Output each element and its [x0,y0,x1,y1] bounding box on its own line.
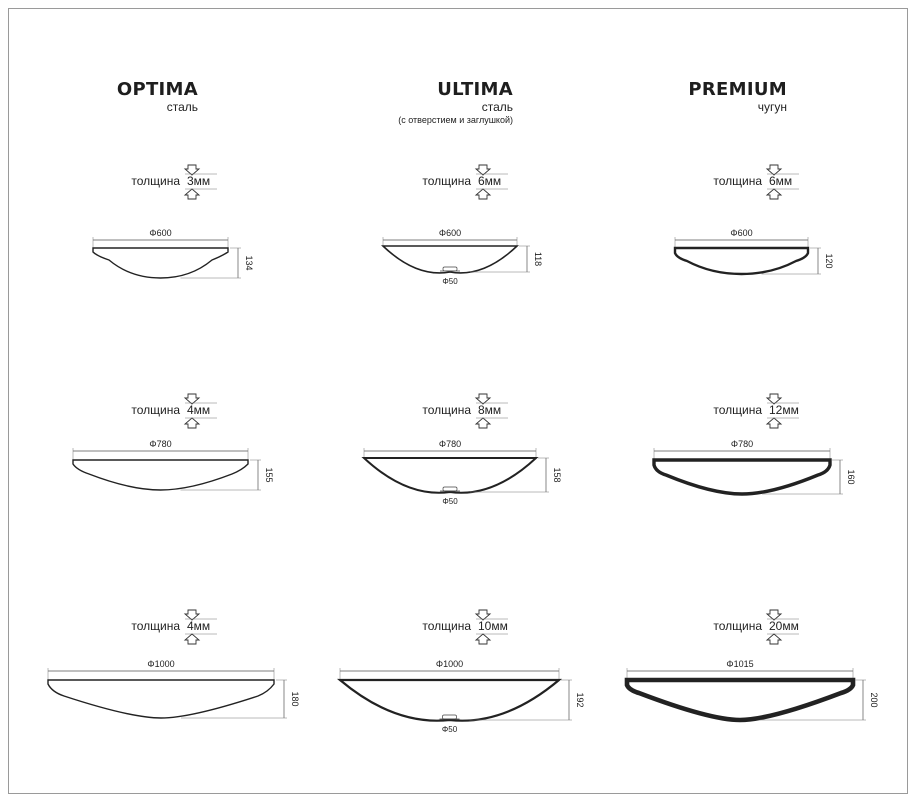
arrow-up-icon [185,418,199,428]
product-name: ULTIMA [437,79,513,100]
diameter-label: Φ780 [149,439,172,449]
drain-label: Φ50 [441,725,458,734]
bowl-profile [48,680,274,718]
bowl-profile [675,248,808,274]
diameter-label: Φ600 [149,228,172,238]
bowl-profile [383,246,517,273]
height-label: 200 [869,692,879,708]
thickness-marker [713,610,799,644]
arrow-up-icon [767,634,781,644]
height-label: 120 [824,253,834,269]
height-dimension [470,680,586,720]
thickness-label: толщина [131,174,180,188]
bowl-profile [93,248,228,278]
thickness-label: толщина [713,619,762,633]
thickness-marker [131,165,217,199]
thickness-value: 6мм [769,174,793,188]
arrow-up-icon [476,418,490,428]
diameter-label: Φ780 [730,439,754,449]
thickness-label: толщина [422,403,471,417]
drain-label: Φ50 [442,497,458,506]
drain-cap [443,715,457,719]
bowl-drawing [675,165,834,274]
diameter-label: Φ600 [730,228,753,238]
arrow-up-icon [476,634,490,644]
bowl-profile [654,460,830,494]
height-dimension [181,248,255,278]
arrow-up-icon [476,189,490,199]
drain-label: Φ50 [442,277,458,286]
bowl-profile [627,680,853,720]
drain-cap [443,487,457,491]
thickness-value: 12мм [769,403,799,417]
bowl-drawing [654,394,856,494]
height-label: 192 [575,692,585,708]
bowl-profile [73,460,248,490]
diameter-dimension [383,228,517,246]
diameter-dimension [73,439,248,460]
bowl-drawing [48,610,300,718]
diameter-dimension [340,659,559,680]
diameter-label: Φ600 [438,228,462,238]
thickness-label: толщина [422,174,471,188]
bowl-drawing [73,394,274,490]
thickness-value: 3мм [187,174,211,188]
thickness-marker [422,165,508,199]
bowl-drawing [340,610,585,734]
arrow-up-icon [767,189,781,199]
thickness-label: толщина [131,619,180,633]
thickness-value: 4мм [187,619,211,633]
product-name: OPTIMA [116,79,198,100]
height-dimension [470,246,543,272]
bowl-drawing [383,165,543,286]
thickness-value: 10мм [478,619,508,633]
product-material: сталь [481,100,513,114]
bowl-profile [364,458,536,493]
drain-plug [440,487,460,506]
bowl-drawing [627,610,879,720]
thickness-value: 8мм [478,403,502,417]
diameter-dimension [364,439,536,458]
height-label: 180 [290,691,300,707]
diameter-dimension [93,228,228,248]
height-label: 160 [846,469,856,485]
height-label: 134 [244,255,254,271]
thickness-marker [713,165,799,199]
thickness-marker [422,610,508,644]
drain-cap [443,267,457,271]
diameter-dimension [675,228,808,248]
thickness-marker [131,610,217,644]
thickness-value: 6мм [478,174,502,188]
thickness-value: 4мм [187,403,211,417]
thickness-label: толщина [713,403,762,417]
diameter-dimension [627,659,853,680]
bowl-drawing [364,394,562,506]
height-label: 155 [264,467,274,483]
product-name: PREMIUM [688,79,787,100]
drain-plug [440,267,460,286]
diameter-label: Φ1015 [726,659,754,669]
product-material: сталь [166,100,198,114]
thickness-value: 20мм [769,619,799,633]
height-label: 158 [552,467,562,483]
bowl-drawing [93,165,254,278]
thickness-marker [713,394,799,428]
height-label: 118 [533,251,543,267]
thickness-label: толщина [131,403,180,417]
diameter-label: Φ780 [438,439,462,449]
thickness-marker [131,394,217,428]
thickness-label: толщина [713,174,762,188]
bowl-profile [340,680,559,721]
arrow-up-icon [767,418,781,428]
diameter-dimension [654,439,830,460]
diameter-label: Φ1000 [435,659,464,669]
arrow-up-icon [185,189,199,199]
thickness-label: толщина [422,619,471,633]
thickness-marker [422,394,508,428]
product-note: (с отверстием и заглушкой) [398,115,513,125]
arrow-up-icon [185,634,199,644]
diameter-label: Φ1000 [147,659,175,669]
drain-plug [440,715,460,734]
product-material: чугун [757,100,787,114]
diameter-dimension [48,659,274,680]
